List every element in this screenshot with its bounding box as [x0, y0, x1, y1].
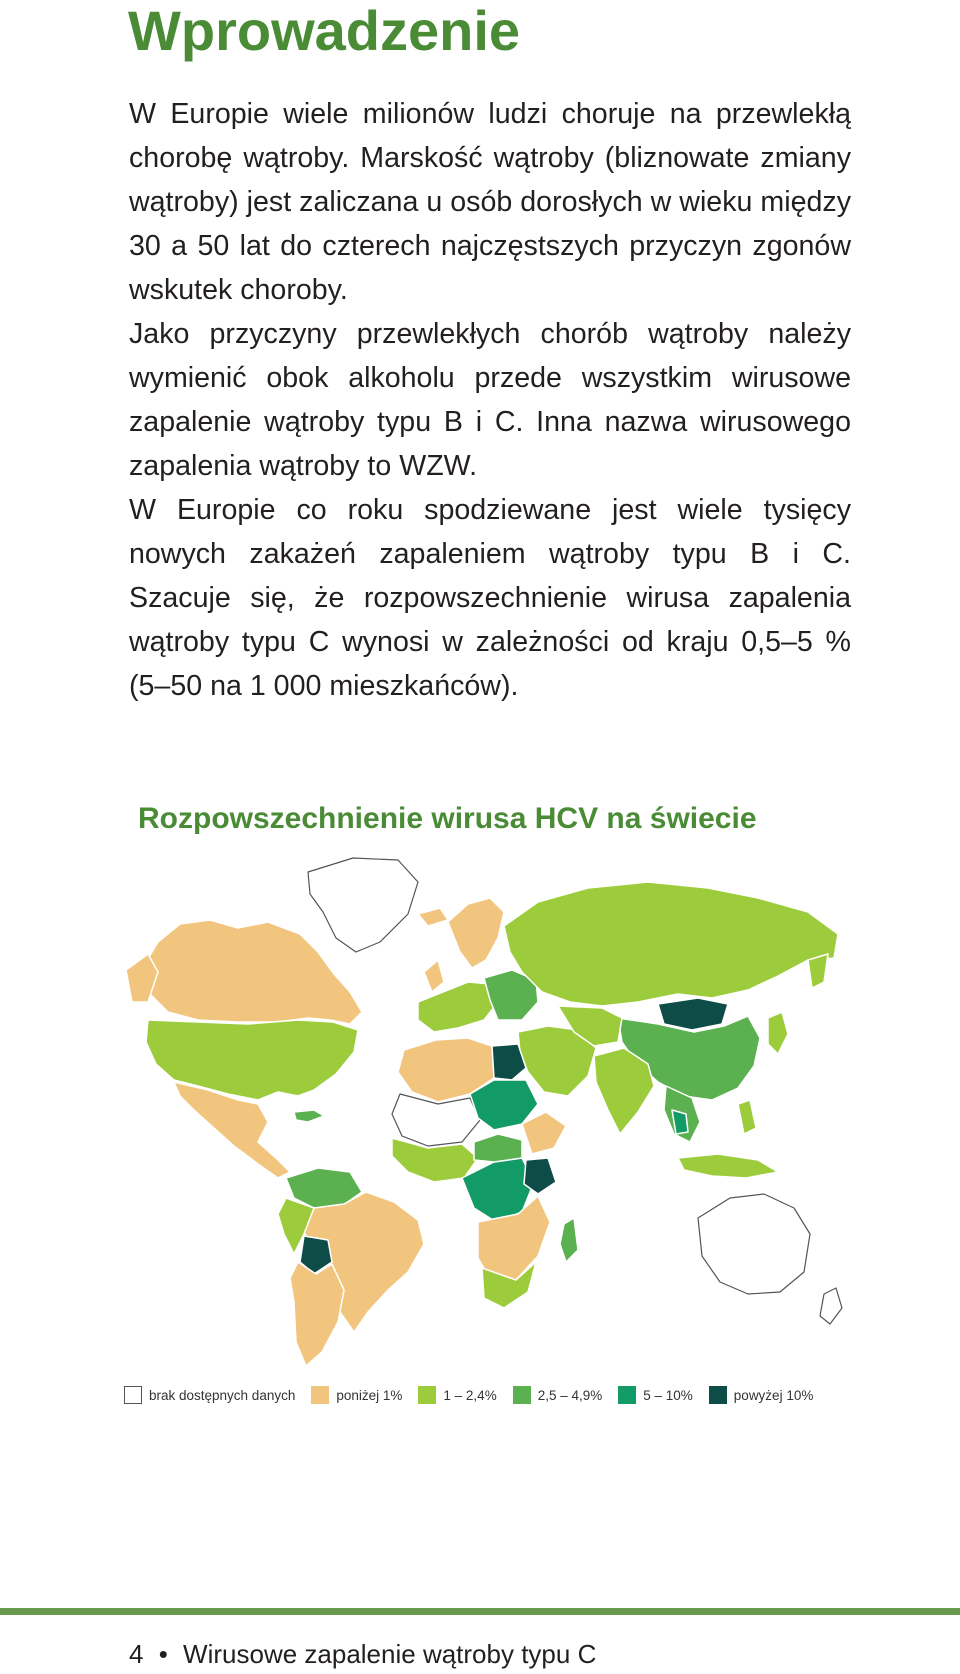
legend-swatch-2-5	[513, 1386, 531, 1404]
region-indonesia	[678, 1154, 778, 1178]
map-legend	[124, 1384, 864, 1406]
legend-swatch-no-data	[124, 1386, 142, 1404]
page-footer	[129, 1638, 596, 1670]
legend-swatch-below-1	[311, 1386, 329, 1404]
body-text	[129, 92, 851, 708]
region-caribbean	[294, 1110, 324, 1122]
legend-swatch-5-10	[618, 1386, 636, 1404]
legend-item-above-10	[709, 1386, 814, 1404]
legend-swatch-1-2	[418, 1386, 436, 1404]
legend-label-below-1: poniżej 1%	[336, 1387, 403, 1403]
region-horn-africa	[522, 1112, 566, 1154]
paragraph-1: W Europie wiele milionów ludzi choruje na przewlekłą chorobę wątroby. Marskość wątroby (bliznowate zmiany wątroby) jest zaliczana u osób dorosłych w wieku między 30 a 50 lat do czterech najczęstszych przyczyn zgonów wskutek choroby.	[129, 98, 851, 306]
map-title: Rozpowszechnienie wirusa HCV na świecie	[138, 802, 757, 835]
region-iceland	[418, 908, 448, 926]
region-russia	[504, 882, 838, 1006]
legend-item-1-2	[418, 1386, 496, 1404]
paragraph-3: W Europie co roku spodziewane jest wiele tysięcy nowych zakażeń zapaleniem wątroby typu B i C. Szacuje się, że rozpowszechnienie wirusa zapalenia wątroby typu C wynosi w zależności od kraju 0,5–5 % (5–50 na 1 000 mieszkańców).	[129, 494, 851, 702]
region-argentina	[290, 1262, 344, 1366]
region-philippines	[738, 1100, 756, 1134]
region-mongolia	[658, 998, 728, 1030]
footer-separator: •	[158, 1639, 168, 1669]
region-australia	[698, 1194, 810, 1294]
region-kamchatka	[808, 954, 828, 988]
page-number: 4	[129, 1639, 144, 1669]
legend-label-5-10: 5 – 10%	[643, 1387, 693, 1403]
legend-label-1-2: 1 – 2,4%	[443, 1387, 497, 1403]
hcv-map-figure	[118, 780, 858, 1430]
region-uk	[424, 960, 444, 992]
region-madagascar	[560, 1218, 578, 1262]
world-map	[118, 842, 858, 1372]
region-western-europe	[418, 982, 498, 1032]
footer-text: Wirusowe zapalenie wątroby typu C	[183, 1639, 597, 1669]
legend-label-2-5: 2,5 – 4,9%	[537, 1387, 603, 1403]
legend-label-above-10: powyżej 10%	[733, 1387, 814, 1403]
region-mexico	[174, 1082, 290, 1178]
paragraph-2: Jako przyczyny przewlekłych chorób wątroby należy wymienić obok alkoholu przede wszystkim wirusowe zapalenie wątroby typu B i C. Inna nazwa wirusowego zapalenia wątroby to WZW.	[129, 318, 851, 482]
legend-item-5-10	[618, 1386, 693, 1404]
region-scandinavia	[448, 898, 504, 968]
legend-item-2-5	[513, 1386, 603, 1404]
region-drc	[474, 1134, 522, 1162]
region-greenland	[308, 858, 418, 952]
footer-divider	[0, 1608, 960, 1615]
legend-item-below-1	[311, 1386, 402, 1404]
region-new-zealand	[820, 1288, 842, 1324]
legend-label-no-data: brak dostępnych danych	[149, 1387, 296, 1403]
legend-swatch-above-10	[709, 1386, 727, 1404]
region-japan	[768, 1012, 788, 1054]
region-canada	[140, 920, 362, 1024]
page-title: Wprowadzenie	[128, 0, 521, 62]
legend-item-no-data	[124, 1386, 295, 1404]
